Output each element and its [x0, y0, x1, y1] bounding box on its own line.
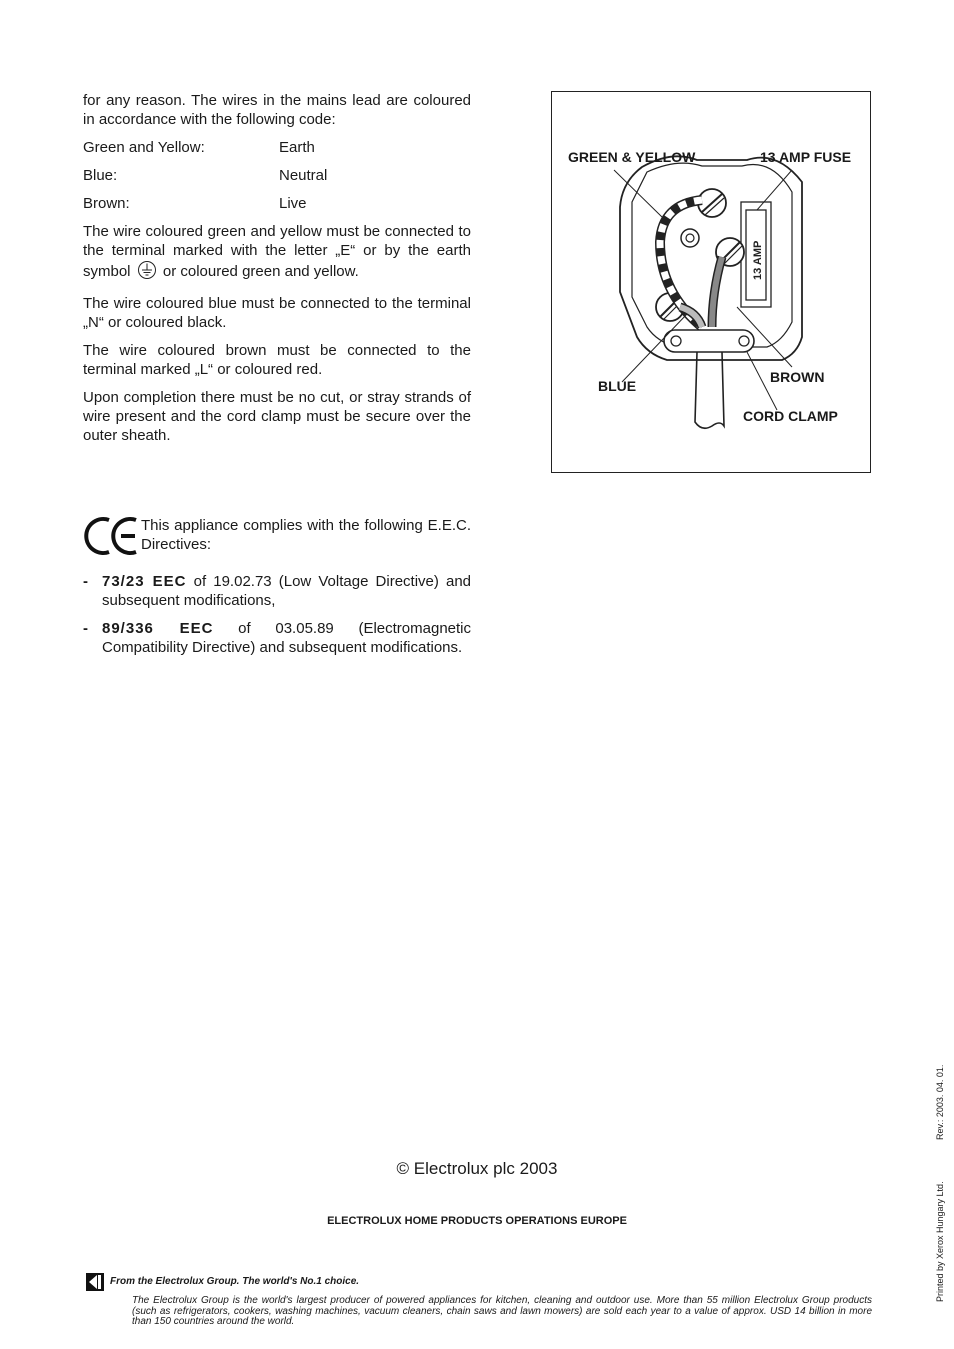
electrolux-logo-icon: [86, 1273, 104, 1291]
live-paragraph: The wire coloured brown must be connected to the terminal marked „L“ or coloured red.: [83, 342, 471, 378]
wire-code-row: [83, 166, 471, 185]
wire-function: Live: [279, 195, 307, 212]
wiring-instructions: [83, 91, 471, 454]
earth-paragraph: [83, 222, 471, 285]
directive-body: [102, 572, 471, 610]
directive-text: of 19.02.73 (Low Voltage Directive) and subsequent modifications,: [102, 573, 472, 609]
directive-dash: -: [83, 620, 88, 637]
ce-intro-row: [83, 516, 471, 563]
earth-text-after: or coloured green and yellow.: [162, 263, 359, 280]
directive-dash: -: [83, 573, 88, 590]
operations-heading: ELECTROLUX HOME PRODUCTS OPERATIONS EUROPE: [327, 1215, 627, 1227]
electrolux-tagline: From the Electrolux Group. The world's No.1 choice.: [110, 1276, 360, 1287]
neutral-paragraph: The wire coloured blue must be connected to the terminal „N“ or coloured black.: [83, 295, 471, 331]
revision-date: Rev.: 2003. 04. 01.: [935, 1064, 945, 1140]
directive-code: 89/336 EEC: [102, 620, 214, 637]
ce-mark-icon: [83, 514, 141, 563]
group-description: The Electrolux Group is the world's largest producer of powered appliances for kitchen, cleaning and outdoor use. More than 55 million Electrolux Group products (such as refrigerators, cookers, washing machines, vacuum cleaners, chain saws and lawn mowers) are sold each year to a value of approx. USD 14 billion in more than 150 countries around the world.: [132, 1295, 872, 1327]
wire-code-row: [83, 194, 471, 213]
wire-function: Neutral: [279, 167, 328, 184]
fuse-body-label: 13 AMP: [752, 240, 764, 280]
wire-code-row: [83, 138, 471, 157]
earth-text-before: The wire coloured green and yellow must be connected to the terminal marked with the letter „E“ or by the earth symbol: [83, 223, 471, 280]
directive-text: of 03.05.89 (Electromagnetic Compatibility Directive) and subsequent modifications.: [102, 620, 472, 656]
plug-wiring-diagram: [551, 91, 871, 473]
label-brown: BROWN: [770, 369, 825, 385]
label-fuse: 13 AMP FUSE: [760, 149, 852, 165]
ce-compliance: [83, 516, 471, 666]
earth-symbol-icon: [137, 260, 157, 285]
label-cord-clamp: CORD CLAMP: [743, 408, 838, 424]
directive-code: 73/23 EEC: [102, 573, 187, 590]
printed-by: Printed by Xerox Hungary Ltd.: [935, 1181, 945, 1302]
label-green-yellow: GREEN & YELLOW: [568, 149, 696, 165]
copyright-notice: © Electrolux plc 2003: [396, 1159, 558, 1178]
wire-colour: Brown:: [83, 195, 130, 212]
directive-item: [83, 619, 471, 657]
completion-paragraph: Upon completion there must be no cut, or stray strands of wire present and the cord clamp must be secure over the outer sheath.: [83, 389, 471, 444]
wire-colour: Blue:: [83, 167, 118, 184]
wire-function: Earth: [279, 139, 315, 156]
directive-body: [102, 619, 471, 657]
label-blue: BLUE: [598, 378, 637, 394]
wire-colour: Green and Yellow:: [83, 139, 205, 156]
directive-item: [83, 572, 471, 610]
ce-intro-text: This appliance complies with the following E.E.C. Directives:: [141, 517, 471, 553]
intro-paragraph: for any reason. The wires in the mains lead are coloured in accordance with the following code:: [83, 92, 471, 128]
